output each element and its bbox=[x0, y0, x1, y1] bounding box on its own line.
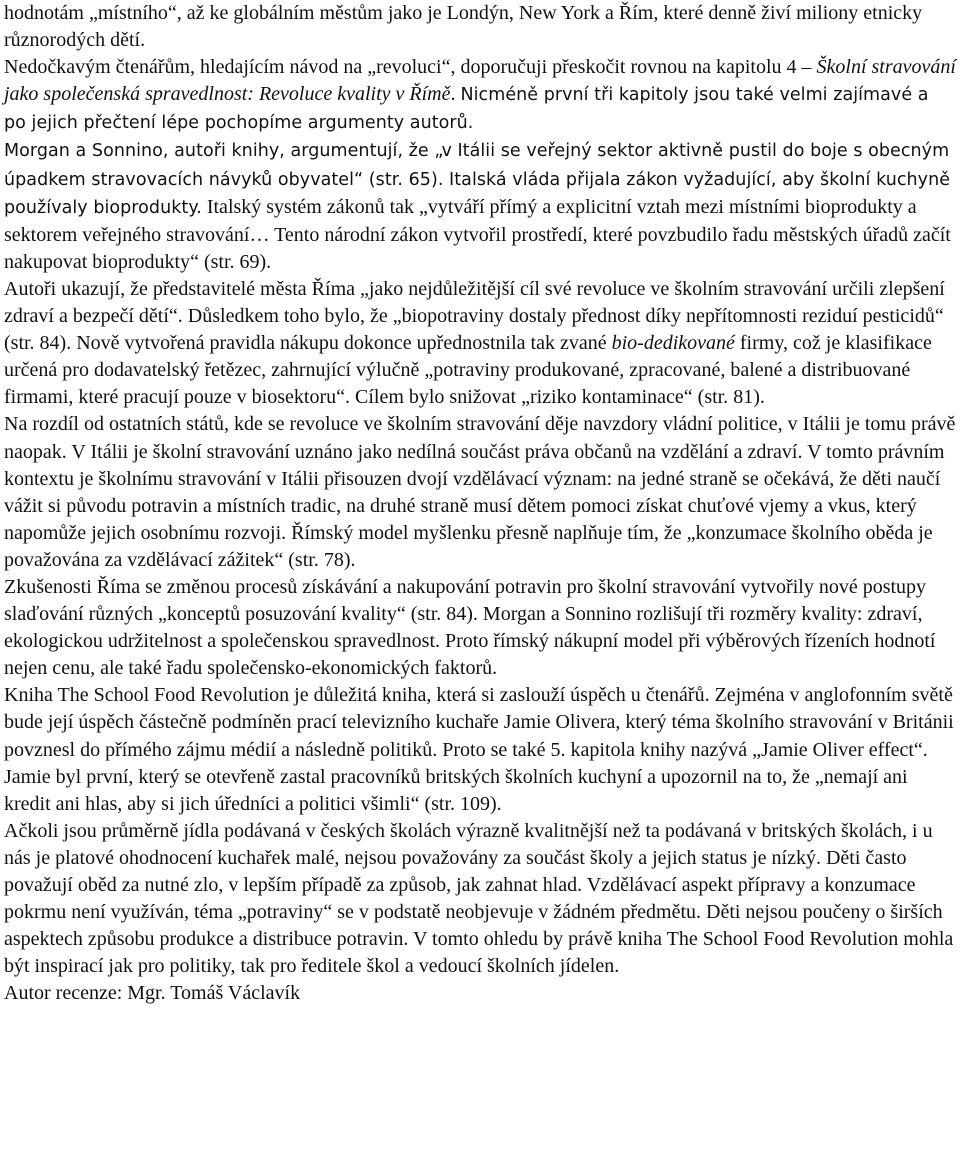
chapter-title-italic: Školní stravování jako společenská spravedlnost: Revoluce kvality v Římě bbox=[4, 56, 956, 106]
text-segment: Autor recenze: Mgr. Tomáš Václavík bbox=[4, 982, 301, 1005]
text-segment: Na rozdíl od ostatních států, kde se revoluce ve školním stravování děje navzdory vládní politice, v Itálii je tomu právě naopak. V Itálii je školní stravování uznáno jako nedílná součást práva občanů na vzdělání a zdraví. V tomto právním kontextu je školnímu stravování v Itálii přisouzen dvojí vzdělávací význam: na jedné straně se očekává, že děti naučí vážit si původu potravin a místních tradic, na druhé straně musí dětem pomoci získat chuťové vjemy a vkus, který napomůže jejich osobnímu rozvoji. Římský model myšlenku přesně naplňuje tím, že „konzumace školního oběda je považována za vzdělávací zážitek“ (str. 78). bbox=[4, 413, 956, 571]
text-segment: Zkušenosti Říma se změnou procesů získávání a nakupování potravin pro školní stravování vytvořily nové postupy slaďování různých „konceptů posuzování kvality“ (str. 84). Morgan a Sonnino rozlišují tři rozměry kvality: zdraví, ekologickou udržitelnost a společenskou spravedlnost. Proto římský nákupní model při výběrových řízeních hodnotí nejen cenu, ale také řadu společensko-ekonomických faktorů. bbox=[4, 575, 936, 680]
paragraph-intro-continued bbox=[4, 0, 956, 54]
paragraph-czech-comparison bbox=[4, 818, 956, 981]
term-italic: bio-dedikované bbox=[611, 332, 735, 355]
text-segment: . bbox=[450, 83, 461, 106]
text-segment: Kniha The School Food Revolution je důležitá kniha, která si zaslouží úspěch u čtenářů. Zejména v anglofonním světě bude její úspěch částečně podmíněn prací televizního kuchaře Jamie Olivera, který téma školního stravování v Británii povznesl do přímého zájmu médií a následně politiků. Proto se také 5. kapitola knihy nazývá „Jamie Oliver effect“. Jamie byl první, který se otevřeně zastal pracovníků britských školních kuchyní a upozornil na to, že „nemají ani kredit ani hlas, aby si jich úředníci a politici všimli“ (str. 109). bbox=[4, 684, 954, 815]
text-segment: Autoři ukazují, že představitelé města Říma „jako nejdůležitější cíl své revoluce ve školním stravování určili zlepšení zdraví a bezpečí dětí“. Důsledkem toho bylo, že „biopotraviny dostaly přednost díky nepřítomnosti reziduí pesticidů“ (str. 84). Nově vytvořená pravidla nákupu dokonce upřednostnila tak zvané bbox=[4, 277, 945, 355]
text-segment: hodnotám „místního“, až ke globálním městům jako je Londýn, New York a Řím, které denně živí miliony etnicky různorodých dětí. bbox=[4, 2, 923, 52]
text-segment: Nedočkavým čtenářům, hledajícím návod na „revoluci“, doporučuji přeskočit rovnou na kapitolu 4 – bbox=[4, 56, 817, 79]
paragraph-quality-dimensions bbox=[4, 574, 956, 682]
text-segment: firmy, což je klasifikace určená pro dodavatelský řetězec, zahrnující výlučně „potraviny produkované, zpracované, balené a distribuované firmami, které pracují pouze v biosektoru“. Cílem bylo snižovat „riziko kontaminace“ (str. 81). bbox=[4, 332, 932, 409]
review-author bbox=[4, 980, 956, 1007]
text-segment: Italský systém zákonů tak „vytváří přímý a explicitní vztah mezi místními bioprodukty a sektorem veřejného stravování… Tento národní zákon vytvořil prostředí, které povzbudilo řadu městských úřadů začít nakupovat bioprodukty“ (str. 69). bbox=[4, 195, 951, 273]
text-segment: Ačkoli jsou průměrně jídla podávaná v českých školách výrazně kvalitnější než ta podávaná v britských školách, i u nás je platové ohodnocení kuchařek malé, nejsou považovány za součást školy a jejich status je nízký. Děti často považují oběd za nutné zlo, v lepším případě za způsob, jak zahnat hlad. Vzdělávací aspekt přípravy a konzumace pokrmu není využíván, téma „potraviny“ se v podstatě neobjevuje v žádném předmětu. Děti nejsou poučeny o širších aspektech způsobu produkce a distribuce potravin. V tomto ohledu by právě kniha The School Food Revolution mohla být inspirací jak pro politiky, tak pro ředitele škol a vedoucí školních jídelen. bbox=[4, 819, 954, 978]
paragraph-chapter-recommendation bbox=[4, 54, 956, 137]
paragraph-italy-legislation bbox=[4, 137, 956, 275]
paragraph-book-evaluation bbox=[4, 682, 956, 817]
text-segment-sans: Morgan a Sonnino, autoři knihy, argumentují, že „v Itálii se veřejný sektor aktivně pustil do boje s obecným úpadkem stravovacích návyků obyvatel“ (str. 65). Italská vláda přijala zákon vyžadující, aby školní kuchyně používaly bioprodukty. bbox=[4, 141, 951, 218]
paragraph-rome-goals bbox=[4, 276, 956, 411]
paragraph-italy-rights bbox=[4, 411, 956, 574]
document-page bbox=[4, 0, 956, 1007]
text-segment-sans: Nicméně první tři kapitoly jsou také velmi zajímavé a po jejich přečtení lépe pochopíme argumenty autorů. bbox=[4, 85, 929, 134]
